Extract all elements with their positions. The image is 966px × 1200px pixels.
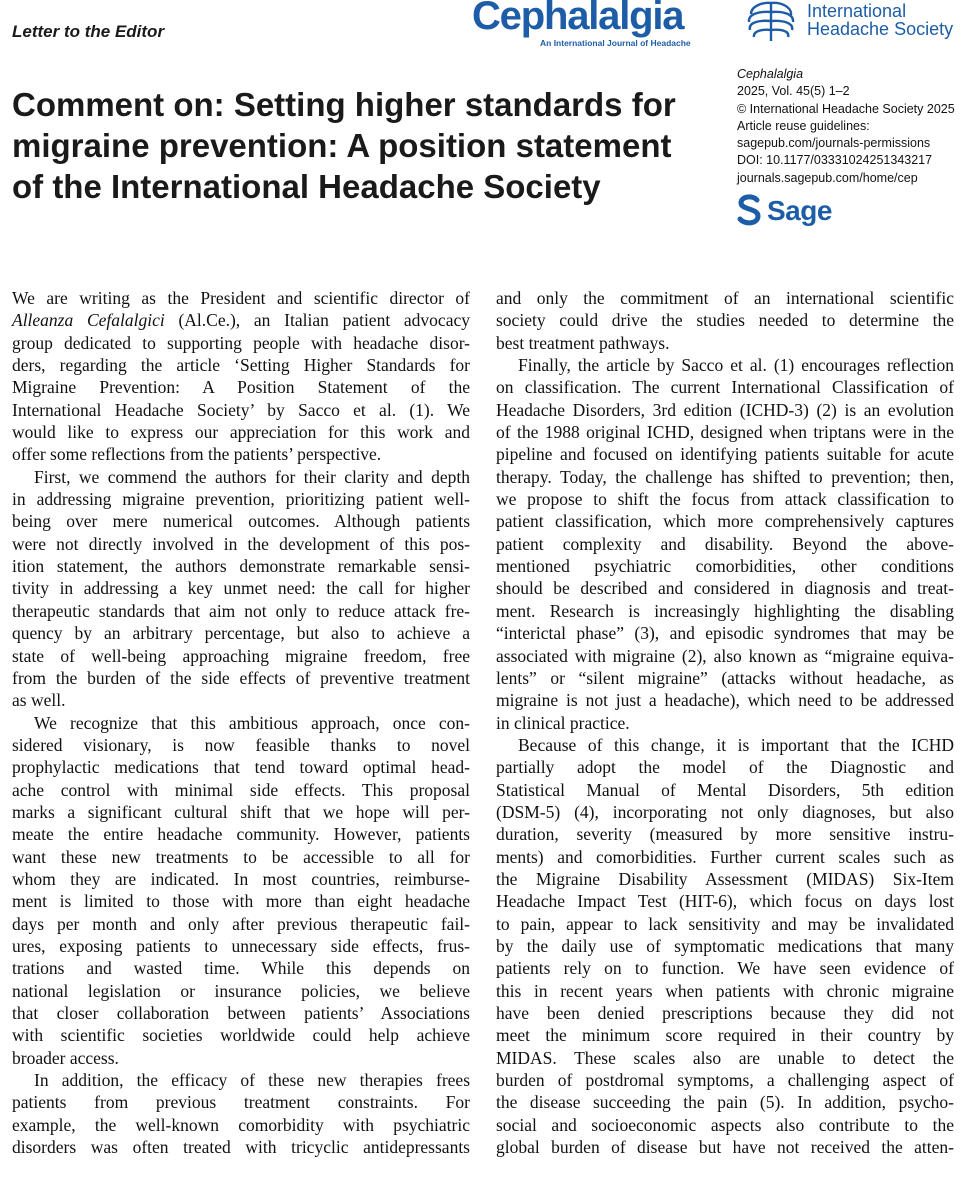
- article-metadata: [737, 66, 962, 187]
- body-text-line: First, we commend the authors for their clarity and depth: [34, 466, 470, 487]
- body-text-line: in clinical practice.: [496, 712, 630, 733]
- journal-logo: [472, 0, 726, 50]
- journal-tagline: An International Journal of Headache: [540, 38, 691, 48]
- meta-volume: 2025, Vol. 45(5) 1–2: [737, 84, 850, 99]
- body-text-line: days per month and only after previous therapeutic fail-: [12, 913, 470, 934]
- body-text-line: patient classification, which more comprehensively captures: [496, 511, 954, 532]
- body-text-line: marks a significant cultural shift that we hope will per-: [12, 801, 470, 822]
- body-text-line: ment is limited to those with more than eight headache: [12, 891, 470, 912]
- body-text-line: therapy. Today, the challenge has shifted to prevention; then,: [496, 466, 954, 487]
- meta-doi[interactable]: DOI: 10.1177/03331024251343217: [737, 153, 933, 168]
- body-text-line: prophylactic medications that tend toward optimal head-: [12, 757, 470, 778]
- body-text-line: global burden of disease but have not received the atten-: [496, 1137, 954, 1158]
- body-text-line: duration, severity (measured by more sensitive instru-: [496, 824, 954, 845]
- body-text-line: (DSM-5) (4), incorporating not only diagnoses, but also: [496, 801, 954, 822]
- body-text-line: Headache Disorders, 3rd edition (ICHD-3) (2) is an evolution: [496, 399, 954, 420]
- body-text-line: ition statement, the authors demonstrate remarkable sensi-: [12, 556, 470, 577]
- body-text-line: ures, exposing patients to unnecessary side effects, frus-: [12, 935, 470, 956]
- body-text-line: from the burden of the side effects of preventive treatment: [12, 667, 470, 688]
- body-text-line: to pain, appear to lack sensitivity and may be invalidated: [496, 913, 954, 934]
- body-text-line: burden of postdromal symptoms, a challenging aspect of: [496, 1070, 954, 1091]
- body-text-line: meate the entire headache community. However, patients: [12, 824, 470, 845]
- body-text-line: have been denied prescriptions because they did not: [496, 1003, 954, 1023]
- body-text-line: and only the commitment of an international scientific: [496, 288, 954, 308]
- body-column-right: [496, 287, 954, 1158]
- body-text-line: social and socioeconomic aspects also contribute to the: [496, 1114, 954, 1135]
- body-text-line: migraine is not just a headache), which need to be addressed: [496, 690, 954, 711]
- body-text-line: Alleanza Cefalalgici (Al.Ce.), an Italian patient advocacy: [12, 310, 470, 331]
- body-text-line: disorders was often treated with tricyclic antidepressants: [12, 1137, 470, 1158]
- meta-permissions-link[interactable]: sagepub.com/journals-permissions: [737, 136, 931, 151]
- body-text-line: patients rely on to function. We have seen evidence of: [496, 958, 954, 979]
- body-text-line: the disease succeeding the pain (5). In addition, psycho-: [496, 1092, 954, 1113]
- body-column-left: [12, 287, 470, 1158]
- body-text-line: best treatment pathways.: [496, 332, 670, 353]
- body-text-line: Because of this change, it is important that the ICHD: [518, 734, 954, 755]
- body-text-line: this in recent years when patients with chronic migraine: [496, 980, 954, 1001]
- body-text-line: therapeutic standards that aim not only to reduce attack fre-: [12, 600, 470, 621]
- body-text-line: by the daily use of symptomatic medications that many: [496, 935, 954, 956]
- body-text-line: broader access.: [12, 1047, 119, 1068]
- article-type-label: Letter to the Editor: [12, 22, 165, 41]
- sage-logo: [737, 194, 837, 228]
- body-text-line: state of well-being approaching migraine freedom, free: [12, 645, 470, 666]
- body-text-line: we propose to shift the focus from attack classification to: [496, 489, 954, 510]
- body-text-line: that closer collaboration between patients’ Associations: [12, 1003, 470, 1023]
- body-text-line: quency by an arbitrary percentage, but also to achieve a: [12, 623, 470, 644]
- body-text-line: “interictal phase” (3), and episodic syndromes that may be: [496, 623, 954, 644]
- meta-journal-link[interactable]: journals.sagepub.com/home/cep: [737, 170, 918, 185]
- body-text-line: partially adopt the model of the Diagnostic and: [496, 757, 954, 778]
- body-text-line: Finally, the article by Sacco et al. (1) encourages reflection: [518, 355, 954, 376]
- sage-s-icon: [737, 194, 761, 232]
- body-text-line: patient complexity and disability. Beyond the above-: [496, 533, 954, 554]
- body-text-line: were not directly involved in the development of this pos-: [12, 533, 470, 554]
- body-text-line: as well.: [12, 690, 66, 711]
- body-text-line: We are writing as the President and scientific director of: [12, 288, 470, 308]
- body-text-line: sidered visionary, is now feasible thanks to novel: [12, 734, 470, 755]
- article-title-line: of the International Headache Society: [12, 168, 601, 205]
- body-text-line: would like to express our appreciation for this work and: [12, 422, 470, 443]
- body-text-line: Headache Impact Test (HIT-6), which focus on days lost: [496, 891, 954, 912]
- body-text-line: ments) and comorbidities. Further current scales such as: [496, 846, 954, 867]
- body-text-line: should be described and considered in diagnosis and treat-: [496, 578, 954, 599]
- article-title: [12, 84, 732, 207]
- body-text-line: meet the minimum score required in their country by: [496, 1025, 954, 1046]
- body-text-line: of the 1988 original ICHD, designed when triptans were in the: [496, 422, 954, 443]
- body-text-line: society could drive the studies needed to determine the: [496, 310, 954, 331]
- body-text-line: We recognize that this ambitious approach, once con-: [34, 712, 470, 733]
- body-text-line: ache control with minimal side effects. This proposal: [12, 779, 470, 800]
- body-text-line: group dedicated to supporting people with headache disor-: [12, 332, 470, 353]
- journal-name: Cephalalgia: [472, 0, 684, 38]
- body-text-line: tivity in addressing a key unmet need: the call for higher: [12, 578, 470, 599]
- body-text-line: want these new treatments to be accessible to all for: [12, 846, 470, 867]
- ihs-brain-icon: [745, 0, 797, 44]
- article-title-line: Comment on: Setting higher standards for: [12, 86, 676, 123]
- ihs-name: International Headache Society: [807, 1, 954, 39]
- meta-reuse-label: Article reuse guidelines:: [737, 118, 870, 133]
- body-text-line: International Headache Society’ by Sacco et al. (1). We: [12, 399, 470, 420]
- article-title-line: migraine prevention: A position statement: [12, 127, 672, 164]
- body-text-line: lents” or “silent migraine” (attacks without headache, as: [496, 667, 954, 688]
- body-text-line: ment. Research is increasingly highlighting the disabling: [496, 600, 954, 621]
- body-text-line: in addressing migraine prevention, prioritizing patient well-: [12, 489, 470, 510]
- body-text-line: with scientific societies worldwide could help achieve: [12, 1025, 470, 1046]
- ihs-logo: [745, 0, 960, 46]
- body-text-line: national legislation or insurance policies, we believe: [12, 980, 470, 1001]
- body-text-line: ders, regarding the article ‘Setting Higher Standards for: [12, 355, 470, 376]
- body-text-line: being over mere numerical outcomes. Although patients: [12, 511, 470, 532]
- body-text-line: offer some reflections from the patients’ perspective.: [12, 444, 382, 465]
- body-text-line: MIDAS. These scales also are unable to detect the: [496, 1047, 954, 1068]
- body-text-line: Migraine Prevention: A Position Statement of the: [12, 377, 470, 398]
- body-text-line: the Migraine Disability Assessment (MIDAS) Six-Item: [496, 868, 954, 889]
- body-text-line: patients from previous treatment constraints. For: [12, 1092, 470, 1113]
- body-text-line: Statistical Manual of Mental Disorders, 5th edition: [496, 779, 954, 800]
- sage-wordmark: Sage: [767, 195, 832, 226]
- body-text-line: associated with migraine (2), also known as “migraine equiva-: [496, 645, 954, 666]
- body-text-line: on classification. The current International Classification of: [496, 377, 954, 398]
- meta-journal: Cephalalgia: [737, 67, 804, 81]
- body-text-line: In addition, the efficacy of these new therapies frees: [34, 1070, 470, 1091]
- body-text-line: whom they are indicated. In most countries, reimburse-: [12, 868, 470, 889]
- meta-copyright: © International Headache Society 2025: [737, 101, 955, 116]
- body-text-line: pipeline and focused on identifying patients suitable for acute: [496, 444, 954, 465]
- body-text-line: example, the well-known comorbidity with psychiatric: [12, 1114, 470, 1135]
- body-text-line: trations and wasted time. While this depends on: [12, 958, 470, 979]
- body-text-line: mentioned psychiatric comorbidities, other conditions: [496, 556, 954, 577]
